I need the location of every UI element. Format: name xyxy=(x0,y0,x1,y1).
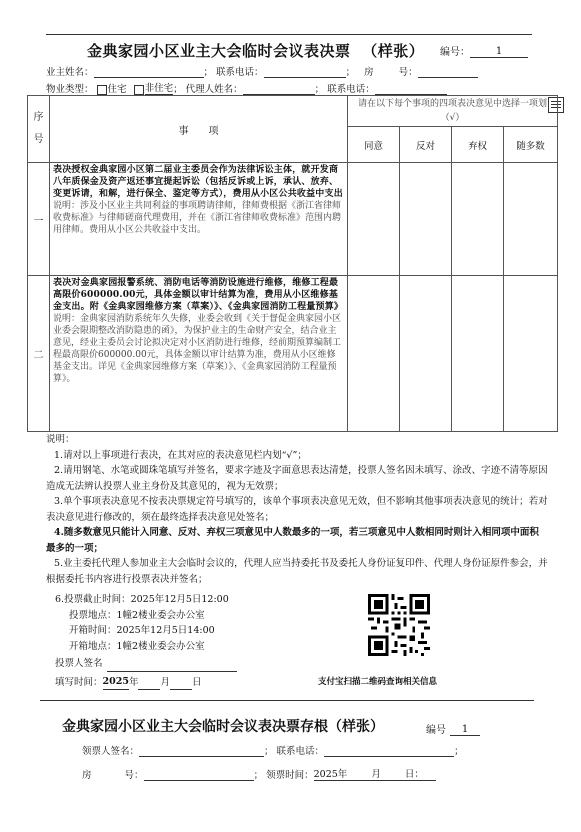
instruction-item: 3.单个事项表决意见不按表决票规定符号填写的，该单个事项表决意见无效，但不影响其他事项表决意见的统计；若对表决意见进行修改的，须在最终选择表决意见处签名； xyxy=(46,496,548,523)
vote-follow-majority-cell[interactable] xyxy=(504,163,558,276)
voting-schedule xyxy=(55,592,237,690)
qr-caption: 支付宝扫描二维码查询相关信息 xyxy=(318,677,438,687)
instruction-item: 5.业主委托代理人参加业主大会临时会议的，代理人应当持委托书及委托人身份证复印件、代理人身份证原件参会，并根据委托书内容进行投票表决并签名； xyxy=(46,558,548,585)
ballot-title: 金典家园小区业主大会临时会议表决票 （样张） xyxy=(87,42,425,60)
stub-row-2: 房 号： ； 领票时间：2025年 月 日： xyxy=(82,766,436,781)
room-number-field[interactable] xyxy=(418,77,478,78)
cut-divider xyxy=(40,700,534,701)
item-title: 表决授权金典家园小区第二届业主委员会作为法律诉讼主体，就开发商八年质保金及资产返还事宜提起诉讼（包括反诉或上诉，承认、放弃、变更诉请，和解，进行保全、鉴定等方式），费用从小区公共收益中支出 xyxy=(53,165,343,199)
instruction-item: 4.随多数意见只能计入同意、反对、弃权三项意见中人数最多的一项，若三项意见中人数相同时则计入相同项中面积最多的一项； xyxy=(46,527,539,554)
property-info-row: 物业类型： 住宅 非住宅； 代理人姓名： ； 联系电话： xyxy=(46,80,447,95)
open-time: 开箱时间：2025年12月5日14:00 xyxy=(69,625,215,636)
receiver-sign-field[interactable] xyxy=(139,756,264,757)
vote-oppose-cell[interactable] xyxy=(400,163,452,276)
table-row xyxy=(28,276,558,432)
top-rule xyxy=(46,34,532,35)
owner-phone-field[interactable] xyxy=(264,77,346,78)
residential-checkbox[interactable] xyxy=(97,85,107,95)
fill-time-row: 填写时间：2025年 月 日 xyxy=(55,674,237,691)
serial-value[interactable]: 1 xyxy=(470,46,528,58)
vote-agree-cell[interactable] xyxy=(348,276,400,432)
fill-year: 2025 xyxy=(103,674,129,691)
vote-abstain-cell[interactable] xyxy=(452,163,504,276)
choose-hint: 请在以下每个事项的四项表决意见中选择一项划（√） xyxy=(348,96,558,127)
non-residential-label: 非住宅 xyxy=(145,80,174,95)
instruction-item: 2.请用钢笔、水笔或圆珠笔填写并签名，要求字迹及字面意思表达清楚，投票人签名因未填写、涂改、字迹不清等原因造成无法辨认投票人业主身份及其意见的，视为无效票； xyxy=(46,465,548,492)
fill-month-field[interactable] xyxy=(138,689,160,690)
vote-abstain-cell[interactable] xyxy=(452,276,504,432)
option-abstain-header: 弃权 xyxy=(452,127,504,163)
receive-time-field[interactable]: 2025年 月 日： xyxy=(314,766,436,781)
vote-follow-majority-cell[interactable] xyxy=(504,276,558,432)
option-follow-majority-header: 随多数 xyxy=(504,127,558,163)
stub-room-field[interactable] xyxy=(144,780,254,781)
open-place: 开箱地点：1幢2楼业委会办公室 xyxy=(69,640,205,652)
instruction-item: 1.请对以上事项进行表决，在其对应的表决意见栏内划“√”； xyxy=(54,449,307,461)
item-note: 说明：涉及小区业主共同利益的事项聘请律师，律师费根据《浙江省律师收费标准》与律师磋商代理费用，并在《浙江省律师收费标准》范围内聘用律师。费用从小区公共收益中支出。 xyxy=(53,201,342,235)
vote-place: 投票地点：1幢2楼业委会办公室 xyxy=(69,609,205,621)
item-cell xyxy=(50,276,348,432)
item-header: 事 项 xyxy=(50,96,348,163)
instructions xyxy=(46,432,548,587)
row-index: 二 xyxy=(28,276,50,432)
option-oppose-header: 反对 xyxy=(400,127,452,163)
stub-row-1: 领票人签名： ； 联系电话： ； xyxy=(82,746,464,757)
item-title: 表决对金典家园报警系统、消防电话等消防设施进行维修，维修工程最高限价600000.00元，具体金额以审计结算为准，费用从小区维修基金支出。附《金典家园维修方案（草案）》、《金典家园消防工程量预算》 xyxy=(53,278,344,312)
table-row xyxy=(28,163,558,276)
item-note: 说明：金典家园消防系统年久失修，业委会收到《关于督促金典家园小区业委会限期整改消防隐患的函》，为保护业主的生命财产安全，结合业主意见，经业主委员会讨论拟决定对小区消防进行维修，经前期预算编制工程最高限价600000.00元，具体金额以审计结算为准，费用从小区维修基金支出。详见《金典家园维修方案（草案）》、《金典家园消防工程量预算》。 xyxy=(53,314,342,384)
serial-number: 编号： 1 xyxy=(440,43,528,58)
fill-day-field[interactable] xyxy=(170,689,192,690)
voter-sign-row: 投票人签名 xyxy=(55,656,237,672)
voter-sign-field[interactable] xyxy=(107,671,237,672)
owner-info-row: 业主姓名： ； 联系电话： ； 房 号： xyxy=(46,64,478,78)
voting-table xyxy=(27,95,558,432)
deadline: 6.投票截止时间：2025年12月5日12:00 xyxy=(55,594,229,605)
stub-serial-value[interactable]: 1 xyxy=(450,724,480,736)
stub-title: 金典家园小区业主大会临时会议表决票存根（样张） xyxy=(62,719,384,735)
vote-oppose-cell[interactable] xyxy=(400,276,452,432)
instructions-heading: 说明： xyxy=(46,434,75,445)
qr-code-icon[interactable] xyxy=(368,593,430,657)
stub-serial: 编号 1 xyxy=(426,721,480,736)
seq-header: 序号 xyxy=(28,96,50,163)
non-residential-checkbox[interactable] xyxy=(134,85,144,95)
option-agree-header: 同意 xyxy=(348,127,400,163)
stub-phone-field[interactable] xyxy=(324,756,454,757)
owner-name-field[interactable] xyxy=(94,77,204,78)
item-cell xyxy=(50,163,348,276)
row-index: 一 xyxy=(28,163,50,276)
vote-agree-cell[interactable] xyxy=(348,163,400,276)
